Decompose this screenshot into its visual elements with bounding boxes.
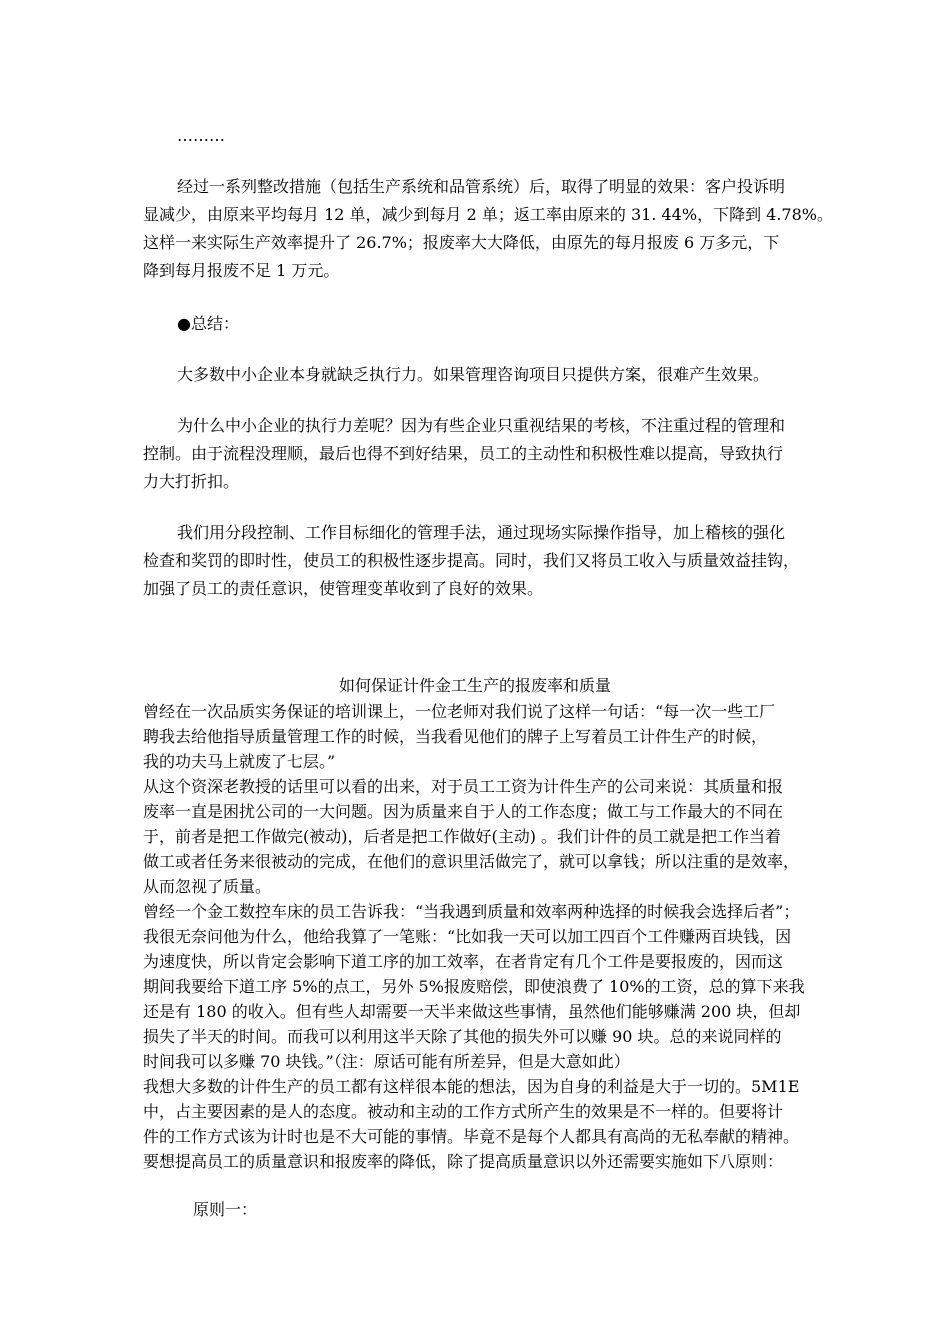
paragraph-line: 降到每月报废不足 1 万元。 [143,261,340,280]
body-line: 从而忽视了质量。 [143,877,272,896]
body-line: 曾经在一次品质实务保证的培训课上，一位老师对我们说了这样一句话：“每一次一些工厂 [143,702,776,721]
body-line: 从这个资深老教授的话里可以看的出来，对于员工工资为计件生产的公司来说：其质量和报 [143,777,784,796]
paragraph-line: 为什么中小企业的执行力差呢？因为有些企业只重视结果的考核，不注重过程的管理和 [177,416,786,435]
body-line: 我想大多数的计件生产的员工都有这样很本能的想法，因为自身的利益是大于一切的。5M1E [143,1077,800,1096]
paragraph-line: 经过一系列整改措施（包括生产系统和品管系统）后，取得了明显的效果：客户投诉明 [177,177,786,196]
body-line: 废率一直是困扰公司的一大问题。因为质量来自于人的工作态度；做工与工作最大的不同在 [143,802,784,821]
body-line: 时间我可以多赚 70 块钱。”（注：原话可能有所差异，但是大意如此） [143,1052,630,1071]
body-line: 我很无奈问他为什么，他给我算了一笔账：“比如我一天可以加工四百个工件赚两百块钱，因 [143,927,792,946]
body-line: 为速度快，所以肯定会影响下道工序的加工效率，在者肯定有几个工件是要报废的，因而这 [143,952,784,971]
paragraph-line: 这样一来实际生产效率提升了 26.7%；报废率大大降低，由原先的每月报废 6 万多元，下 [143,233,780,252]
paragraph-line: 大多数中小企业本身就缺乏执行力。如果管理咨询项目只提供方案，很难产生效果。 [177,365,770,384]
body-line: 曾经一个金工数控车床的员工告诉我：“当我遇到质量和效率两种选择的时候我会选择后者”； [143,902,800,921]
paragraph-line: 显减少，由原来平均每月 12 单，减少到每月 2 单；返工率由原来的 31. 44%，下降到 4.78%。 [143,205,833,224]
paragraph-line: 控制。由于流程没理顺，最后也得不到好结果，员工的主动性和积极性难以提高，导致执行 [143,444,784,463]
paragraph-line: 力大打折扣。 [143,472,240,491]
body-line: 做工或者任务来很被动的完成，在他们的意识里活做完了，就可以拿钱；所以注重的是效率， [143,852,800,871]
body-line: 于，前者是把工作做完(被动)，后者是把工作做好(主动) 。我们计件的员工就是把工作当着 [143,827,782,846]
article-title: 如何保证计件金工生产的报废率和质量 [338,676,611,695]
body-line: 还是有 180 的收入。但有些人却需要一天半来做这些事情，虽然他们能够赚满 200 块，但却 [143,1002,801,1021]
summary-heading: ●总结： [177,314,239,333]
body-line: 要想提高员工的质量意识和报废率的降低，除了提高质量意识以外还需要实施如下八原则： [143,1152,784,1171]
principle-heading: 原则一： [193,1200,258,1219]
paragraph-line: 检查和奖罚的即时性，使员工的积极性逐步提高。同时，我们又将员工收入与质量效益挂钩， [143,551,800,570]
body-line: 损失了半天的时间。而我可以利用这半天除了其他的损失外可以赚 90 块。总的来说同样的 [143,1027,782,1046]
paragraph-line: 加强了员工的责任意识，使管理变革收到了良好的效果。 [143,579,544,598]
ellipsis-line: ……… [177,126,225,145]
body-line: 期间我要给下道工序 5%的点工，另外 5%报废赔偿，即使浪费了 10%的工资，总的算下来我 [143,977,805,996]
body-line: 件的工作方式该为计时也是不大可能的事情。毕竟不是每个人都具有高尚的无私奉献的精神。 [143,1127,800,1146]
body-line: 聘我去给他指导质量管理工作的时候，当我看见他们的牌子上写着员工计件生产的时候， [143,727,768,746]
paragraph-line: 我们用分段控制、工作目标细化的管理手法，通过现场实际操作指导，加上稽核的强化 [177,523,786,542]
body-line: 中，占主要因素的是人的态度。被动和主动的工作方式所产生的效果是不一样的。但要将计 [143,1102,784,1121]
body-line: 我的功夫马上就废了七层。” [143,752,336,771]
